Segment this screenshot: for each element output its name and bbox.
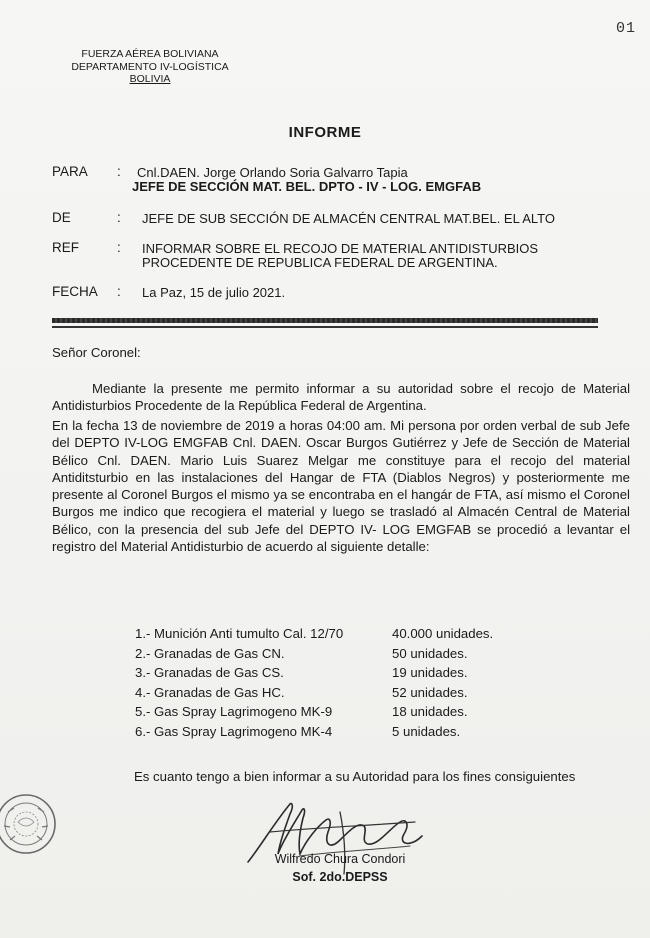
paragraph-intro: Mediante la presente me permito informar a su autoridad sobre el recojo de Material Antidisturbios Procedente de la República Federal de Argentina. bbox=[52, 381, 630, 414]
item-quantity: 50 unidades. bbox=[392, 645, 468, 661]
separator-rule-thin bbox=[52, 326, 598, 328]
para-value-name: Cnl.DAEN. Jorge Orlando Soria Galvarro Tapia bbox=[137, 165, 408, 180]
list-item bbox=[135, 722, 515, 742]
letterhead-line-1: FUERZA AÉREA BOLIVIANA bbox=[81, 48, 219, 60]
items-list bbox=[135, 624, 515, 742]
list-item bbox=[135, 663, 515, 683]
fecha-value: La Paz, 15 de julio 2021. bbox=[142, 285, 286, 300]
paragraph-detail: En la fecha 13 de noviembre de 2019 a horas 04:00 am. Mi persona por orden verbal de sub Jefe del DEPTO IV-LOG EMGFAB Cnl. DAEN. Oscar Burgos Gutiérrez y Jefe de Sección de Material Bélico Cnl. DAEN. Mario Luis Suarez Melgar me constituye para el recojo del material Antiditsturbio en las instalaciones del Hangar de FTA (Diablos Negros) y posteriormente me presente al Coronel Burgos el mismo ya se encontraba en el hangár de FTA, así mismo el Coronel Burgos me indico que recogiera el material y luego se trasladó al Almacén Central de Material Bélico, con la presencia del sub Jefe del DEPTO IV- LOG EMGFAB se procedió a levantar el registro del Material Antidisturbio de acuerdo al siguiente detalle: bbox=[52, 418, 630, 555]
signatory-rank: Sof. 2do.DEPSS bbox=[292, 870, 388, 884]
ref-label: REF bbox=[52, 240, 79, 255]
item-name: 3.- Granadas de Gas CS. bbox=[135, 665, 284, 681]
item-name: 2.- Granadas de Gas CN. bbox=[135, 645, 285, 661]
ref-colon: : bbox=[117, 240, 121, 255]
signatory-name: Wilfredo Chura Condori bbox=[274, 852, 406, 866]
item-quantity: 40.000 unidades. bbox=[392, 626, 494, 641]
closing-paragraph: Es cuanto tengo a bien informar a su Autoridad para los fines consiguientes bbox=[134, 769, 576, 784]
letterhead bbox=[55, 48, 245, 86]
item-quantity: 5 unidades. bbox=[392, 723, 461, 739]
item-name: 5.- Gas Spray Lagrimogeno MK-9 bbox=[135, 704, 333, 720]
fecha-label: FECHA bbox=[52, 284, 98, 299]
letterhead-line-2: DEPARTAMENTO IV-LOGÍSTICA bbox=[71, 60, 229, 73]
para-colon: : bbox=[117, 164, 121, 179]
page-number: 01 bbox=[615, 20, 636, 37]
item-name: 4.- Granadas de Gas HC. bbox=[135, 684, 285, 700]
para-value-position: JEFE DE SECCIÓN MAT. BEL. DPTO - IV - LOG. EMGFAB bbox=[132, 179, 482, 194]
list-item bbox=[135, 702, 515, 722]
ref-value-line-2: PROCEDENTE DE REPUBLICA FEDERAL DE ARGENTINA. bbox=[142, 255, 498, 270]
item-name: 1.- Munición Anti tumulto Cal. 12/70 bbox=[135, 626, 344, 641]
list-item bbox=[135, 644, 515, 664]
salutation: Señor Coronel: bbox=[52, 345, 141, 360]
item-quantity: 52 unidades. bbox=[392, 684, 468, 700]
handwritten-signature bbox=[240, 792, 440, 882]
item-quantity: 18 unidades. bbox=[392, 704, 468, 720]
official-stamp bbox=[0, 792, 58, 856]
de-label: DE bbox=[52, 210, 71, 225]
item-name: 6.- Gas Spray Lagrimogeno MK-4 bbox=[135, 723, 333, 739]
para-label: PARA bbox=[52, 164, 88, 179]
ref-value-line-1: INFORMAR SOBRE EL RECOJO DE MATERIAL ANTIDISTURBIOS bbox=[142, 241, 539, 256]
separator-rule bbox=[52, 318, 598, 323]
document-title: INFORME bbox=[288, 124, 362, 141]
fecha-colon: : bbox=[117, 284, 121, 299]
de-value: JEFE DE SUB SECCIÓN DE ALMACÉN CENTRAL MAT.BEL. EL ALTO bbox=[142, 211, 555, 226]
list-item bbox=[135, 683, 515, 703]
item-quantity: 19 unidades. bbox=[392, 665, 468, 681]
de-colon: : bbox=[117, 210, 121, 225]
list-item bbox=[135, 624, 515, 644]
letterhead-line-3: BOLIVIA bbox=[129, 73, 171, 85]
